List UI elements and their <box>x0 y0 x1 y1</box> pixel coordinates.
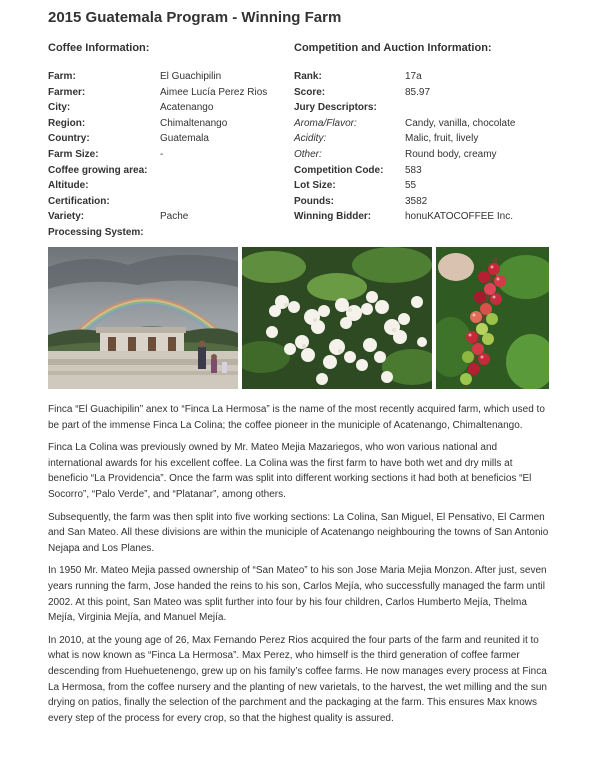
info-label: Farmer: <box>48 86 86 98</box>
info-label: Variety: <box>48 211 85 223</box>
competition-info-heading: Competition and Auction Information: <box>294 42 492 54</box>
comp-row-jury <box>294 100 534 116</box>
comp-value: Malic, fruit, lively <box>405 133 479 145</box>
comp-row-code <box>294 163 534 179</box>
info-label: Country: <box>48 133 90 145</box>
comp-row-aroma <box>294 116 534 132</box>
info-row-processing <box>48 225 288 241</box>
competition-info-table <box>294 69 534 225</box>
comp-row-pounds <box>294 194 534 210</box>
info-row-variety <box>48 209 288 225</box>
comp-row-other <box>294 147 534 163</box>
info-row-farm <box>48 69 288 85</box>
comp-row-bidder <box>294 209 534 225</box>
comp-label: Lot Size: <box>294 180 336 192</box>
coffee-info-heading: Coffee Information: <box>48 42 150 54</box>
coffee-cherries-photo <box>436 247 549 389</box>
comp-label: Score: <box>294 86 326 98</box>
comp-label: Pounds: <box>294 195 334 207</box>
coffee-info-table <box>48 69 288 241</box>
comp-row-rank <box>294 69 534 85</box>
info-label: Coffee growing area: <box>48 164 148 176</box>
comp-label: Rank: <box>294 71 322 82</box>
info-row-certification <box>48 194 288 210</box>
story-paragraph: Finca “El Guachipilin” anex to “Finca La Hermosa” is the name of the most recently acquired farm, which used to be part of the immense Finca La Colina; the coffee pioneer in the municiple of Acatenango, Chimaltenango. <box>48 404 545 431</box>
comp-label: Other: <box>294 148 322 160</box>
farm-rainbow-photo <box>48 247 238 389</box>
info-row-farm-size <box>48 147 288 163</box>
comp-label: Winning Bidder: <box>294 211 372 223</box>
info-label: Farm Size: <box>48 148 99 160</box>
info-label: City: <box>48 102 71 114</box>
farm-story <box>48 402 554 733</box>
story-paragraph: Subsequently, the farm was then split into five working sections: La Colina, San Miguel, El Pensativo, El Carmen and San Mateo. All these divisions are within the municiple of Acatenango neighbouring the towns of San Antonio Nejapa and Los Planes. <box>48 511 549 554</box>
info-label: Processing System: <box>48 226 144 238</box>
comp-value: Round body, creamy <box>405 148 497 160</box>
comp-row-lot-size <box>294 178 534 194</box>
story-paragraph: In 1950 Mr. Mateo Mejia passed ownership of “San Mateo” to his son Jose Maria Mejia Monzon. After just, seven years running the farm, Jose handed the reins to his son, Carlos Mejía, who successfully managed the farm until 2002. At this point, San Mateo was split further into four by his four children, Carlos Humberto Mejía, Thelma Mejía, Virginia Mejía, and Manuel Mejía. <box>48 565 547 624</box>
info-label: Altitude: <box>48 180 89 192</box>
info-value: Chimaltenango <box>160 117 228 129</box>
info-row-farmer <box>48 85 288 101</box>
comp-label: Acidity: <box>294 133 327 145</box>
info-label: Certification: <box>48 195 110 207</box>
comp-value: honuKATOCOFFEE Inc. <box>405 211 514 223</box>
info-value: El Guachipilin <box>160 71 222 82</box>
info-value: Guatemala <box>160 133 209 145</box>
story-paragraph: In 2010, at the young age of 26, Max Fernando Perez Rios acquired the four parts of the farm and reunited it to what is now known as “Finca La Hermosa”. Max Perez, who himself is the third generation of coffee farmer descending from Huehuetenengo, grew up on his family’s coffee farms. He now manages every process at Finca La Hermosa, from the coffee nursery and the planting of new varietals, to the harvest, the wet milling and the sun drying on patios, finally the selection of the parchment and the packaging at the farm. This ensures Max knows every step of the process for every crop, so that the highest quality is assured. <box>48 634 547 724</box>
info-value: Pache <box>160 211 189 223</box>
comp-row-acidity <box>294 131 534 147</box>
info-value: Acatenango <box>160 102 214 114</box>
info-value: - <box>160 148 164 160</box>
coffee-blossom-photo <box>242 247 432 389</box>
comp-value: 3582 <box>405 195 428 207</box>
comp-label: Competition Code: <box>294 164 384 176</box>
comp-value: 17a <box>405 71 422 82</box>
info-row-altitude <box>48 178 288 194</box>
comp-value: 85.97 <box>405 86 431 98</box>
info-value: Aimee Lucía Perez Rios <box>160 86 268 98</box>
photo-strip <box>48 247 549 389</box>
info-row-city <box>48 100 288 116</box>
comp-label: Aroma/Flavor: <box>294 117 357 129</box>
comp-value: 55 <box>405 180 417 192</box>
comp-value: Candy, vanilla, chocolate <box>405 117 516 129</box>
info-row-growing-area <box>48 163 288 179</box>
info-label: Region: <box>48 117 86 129</box>
comp-value: 583 <box>405 164 422 176</box>
info-row-country <box>48 131 288 147</box>
info-label: Farm: <box>48 71 76 82</box>
story-paragraph: Finca La Colina was previously owned by Mr. Mateo Mejia Mazariegos, who won various national and international awards for his excellent coffee. La Colina was the first farm to have both wet and dry mills at beneficio “La Providencia”. Once the farm was split into different working sections it had both at beneficios “El Socorro”, “Palo Verde”, and “Platanar”, among others. <box>48 442 532 500</box>
page-title: 2015 Guatemala Program - Winning Farm <box>48 9 342 26</box>
comp-label: Jury Descriptors: <box>294 102 377 114</box>
info-row-region <box>48 116 288 132</box>
comp-row-score <box>294 85 534 101</box>
